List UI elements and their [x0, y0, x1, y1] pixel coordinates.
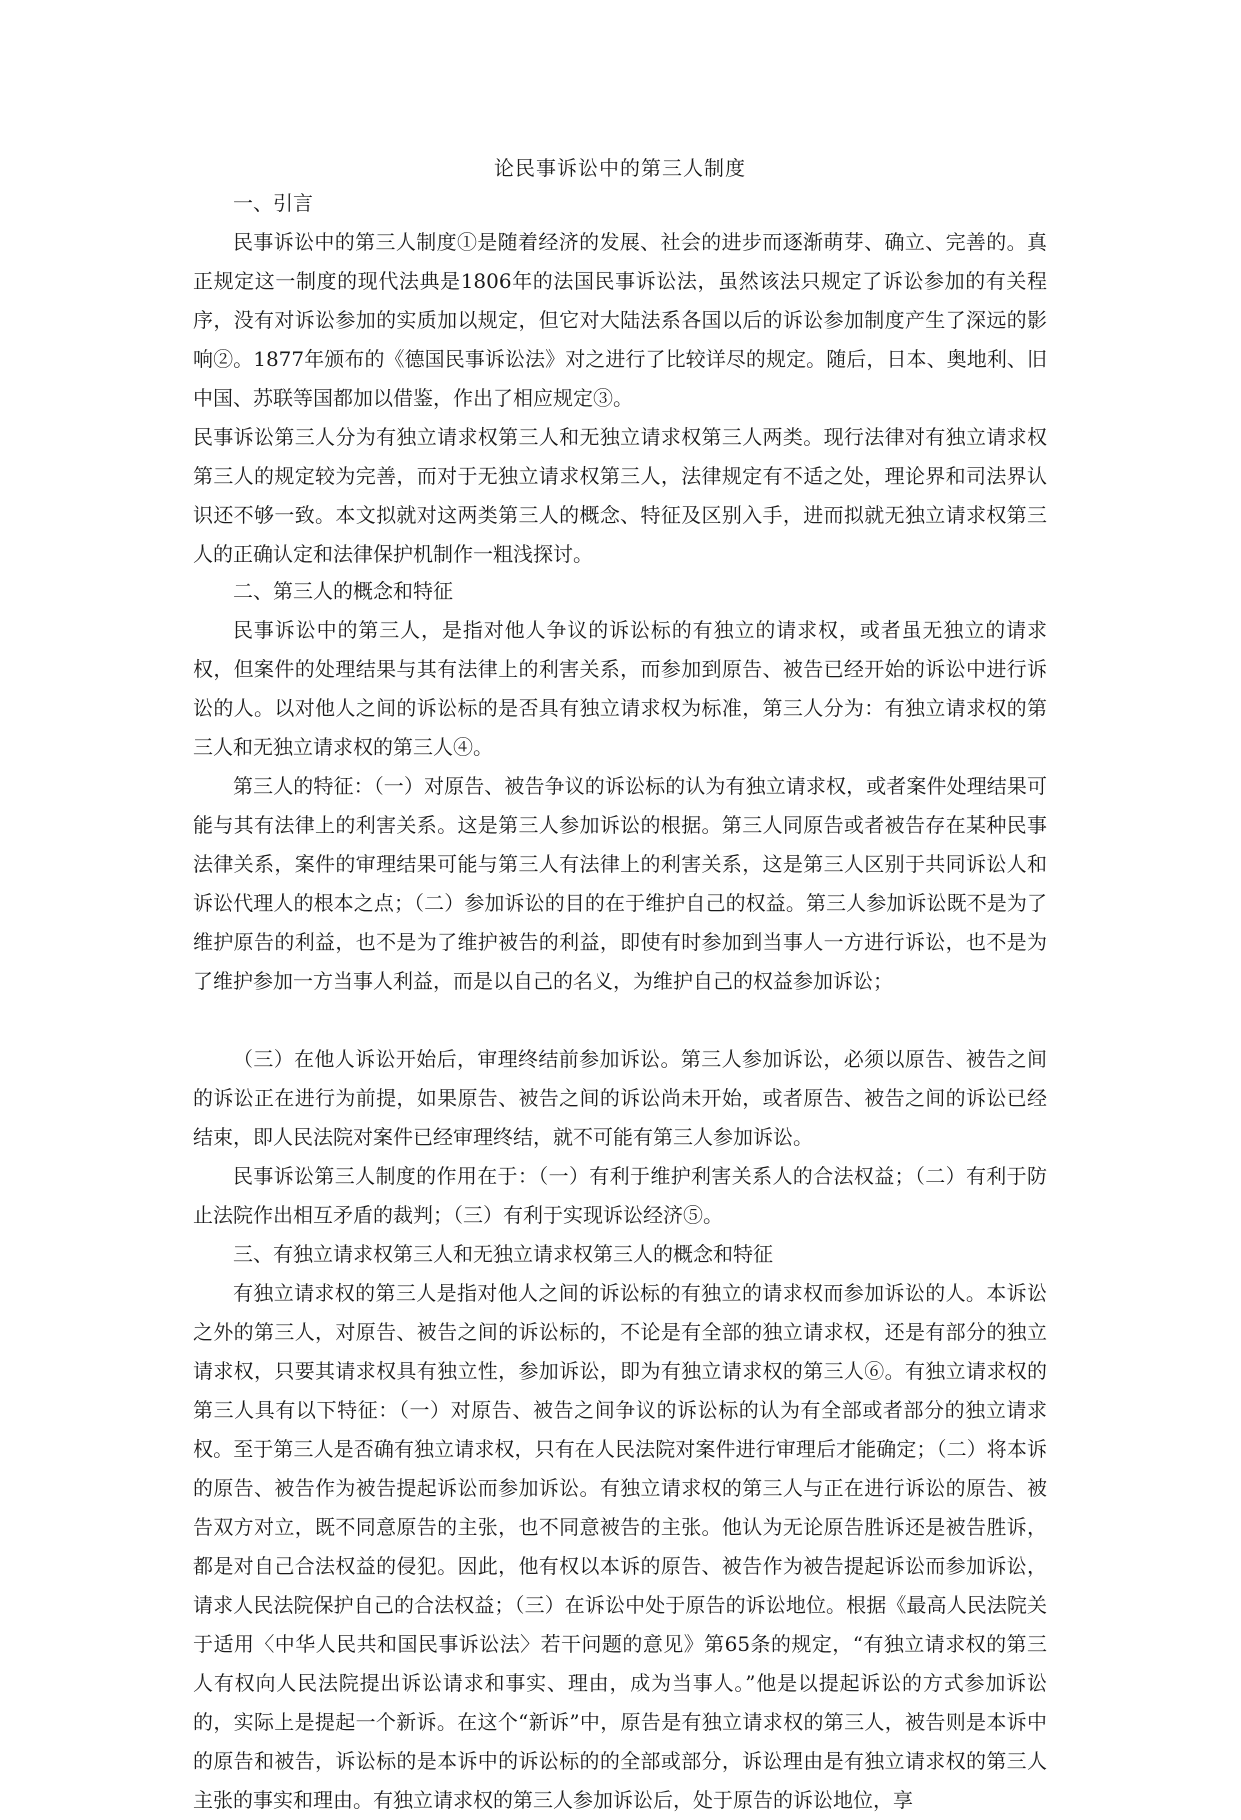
- paragraph-4: 第三人的特征：（一）对原告、被告争议的诉讼标的认为有独立请求权，或者案件处理结果可能与其有法律上的利害关系。这是第三人参加诉讼的根据。第三人同原告或者被告存在某种民事法律关系，案件的审理结果可能与第三人有法律上的利害关系，这是第三人区别于共同诉讼人和诉讼代理人的根本之点；（二）参加诉讼的目的在于维护自己的权益。第三人参加诉讼既不是为了维护原告的利益，也不是为了维护被告的利益，即使有时参加到当事人一方进行诉讼，也不是为了维护参加一方当事人利益，而是以自己的名义，为维护自己的权益参加诉讼；: [193, 774, 1047, 993]
- paragraph-1: 民事诉讼中的第三人制度①是随着经济的发展、社会的进步而逐渐萌芽、确立、完善的。真正规定这一制度的现代法典是1806年的法国民事诉讼法，虽然该法只规定了诉讼参加的有关程序，没有对诉讼参加的实质加以规定，但它对大陆法系各国以后的诉讼参加制度产生了深远的影响②。1877年颁布的《德国民事诉讼法》对之进行了比较详尽的规定。随后，日本、奥地利、旧中国、苏联等国都加以借鉴，作出了相应规定③。: [193, 230, 1047, 410]
- section-heading-2: 二、第三人的概念和特征: [233, 579, 453, 603]
- paragraph-2: 民事诉讼第三人分为有独立请求权第三人和无独立请求权第三人两类。现行法律对有独立请求权第三人的规定较为完善，而对于无独立请求权第三人，法律规定有不适之处，理论界和司法界认识还不够一致。本文拟就对这两类第三人的概念、特征及区别入手，进而拟就无独立请求权第三人的正确认定和法律保护机制作一粗浅探讨。: [193, 425, 1047, 566]
- paragraph-7: 有独立请求权的第三人是指对他人之间的诉讼标的有独立的请求权而参加诉讼的人。本诉讼之外的第三人，对原告、被告之间的诉讼标的，不论是有全部的独立请求权，还是有部分的独立请求权，只要其请求权具有独立性，参加诉讼，即为有独立请求权的第三人⑥。有独立请求权的第三人具有以下特征：（一）对原告、被告之间争议的诉讼标的认为有全部或者部分的独立请求权。至于第三人是否确有独立请求权，只有在人民法院对案件进行审理后才能确定；（二）将本诉的原告、被告作为被告提起诉讼而参加诉讼。有独立请求权的第三人与正在进行诉讼的原告、被告双方对立，既不同意原告的主张，也不同意被告的主张。他认为无论原告胜诉还是被告胜诉，都是对自己合法权益的侵犯。因此，他有权以本诉的原告、被告作为被告提起诉讼而参加诉讼，请求人民法院保护自己的合法权益；（三）在诉讼中处于原告的诉讼地位。根据《最高人民法院关于适用〈中华人民共和国民事诉讼法〉若干问题的意见》第65条的规定，“有独立请求权的第三人有权向人民法院提出诉讼请求和事实、理由，成为当事人。”他是以提起诉讼的方式参加诉讼的，实际上是提起一个新诉。在这个“新诉”中，原告是有独立请求权的第三人，被告则是本诉中的原告和被告，诉讼标的是本诉中的诉讼标的的全部或部分，诉讼理由是有独立请求权的第三人主张的事实和理由。有独立请求权的第三人参加诉讼后，处于原告的诉讼地位，享: [193, 1281, 1047, 1812]
- paragraph-6: 民事诉讼第三人制度的作用在于：（一）有利于维护利害关系人的合法权益；（二）有利于防止法院作出相互矛盾的裁判；（三）有利于实现诉讼经济⑤。: [193, 1164, 1047, 1227]
- paragraph-5: （三）在他人诉讼开始后，审理终结前参加诉讼。第三人参加诉讼，必须以原告、被告之间的诉讼正在进行为前提，如果原告、被告之间的诉讼尚未开始，或者原告、被告之间的诉讼已经结束，即人民法院对案件已经审理终结，就不可能有第三人参加诉讼。: [193, 1047, 1047, 1149]
- section-heading-3: 三、有独立请求权第三人和无独立请求权第三人的概念和特征: [233, 1242, 773, 1266]
- paragraph-3: 民事诉讼中的第三人，是指对他人争议的诉讼标的有独立的请求权，或者虽无独立的请求权，但案件的处理结果与其有法律上的利害关系，而参加到原告、被告已经开始的诉讼中进行诉讼的人。以对他人之间的诉讼标的是否具有独立请求权为标准，第三人分为：有独立请求权的第三人和无独立请求权的第三人④。: [193, 618, 1047, 759]
- document-title: 论民事诉讼中的第三人制度: [494, 156, 746, 180]
- section-heading-1: 一、引言: [233, 191, 313, 215]
